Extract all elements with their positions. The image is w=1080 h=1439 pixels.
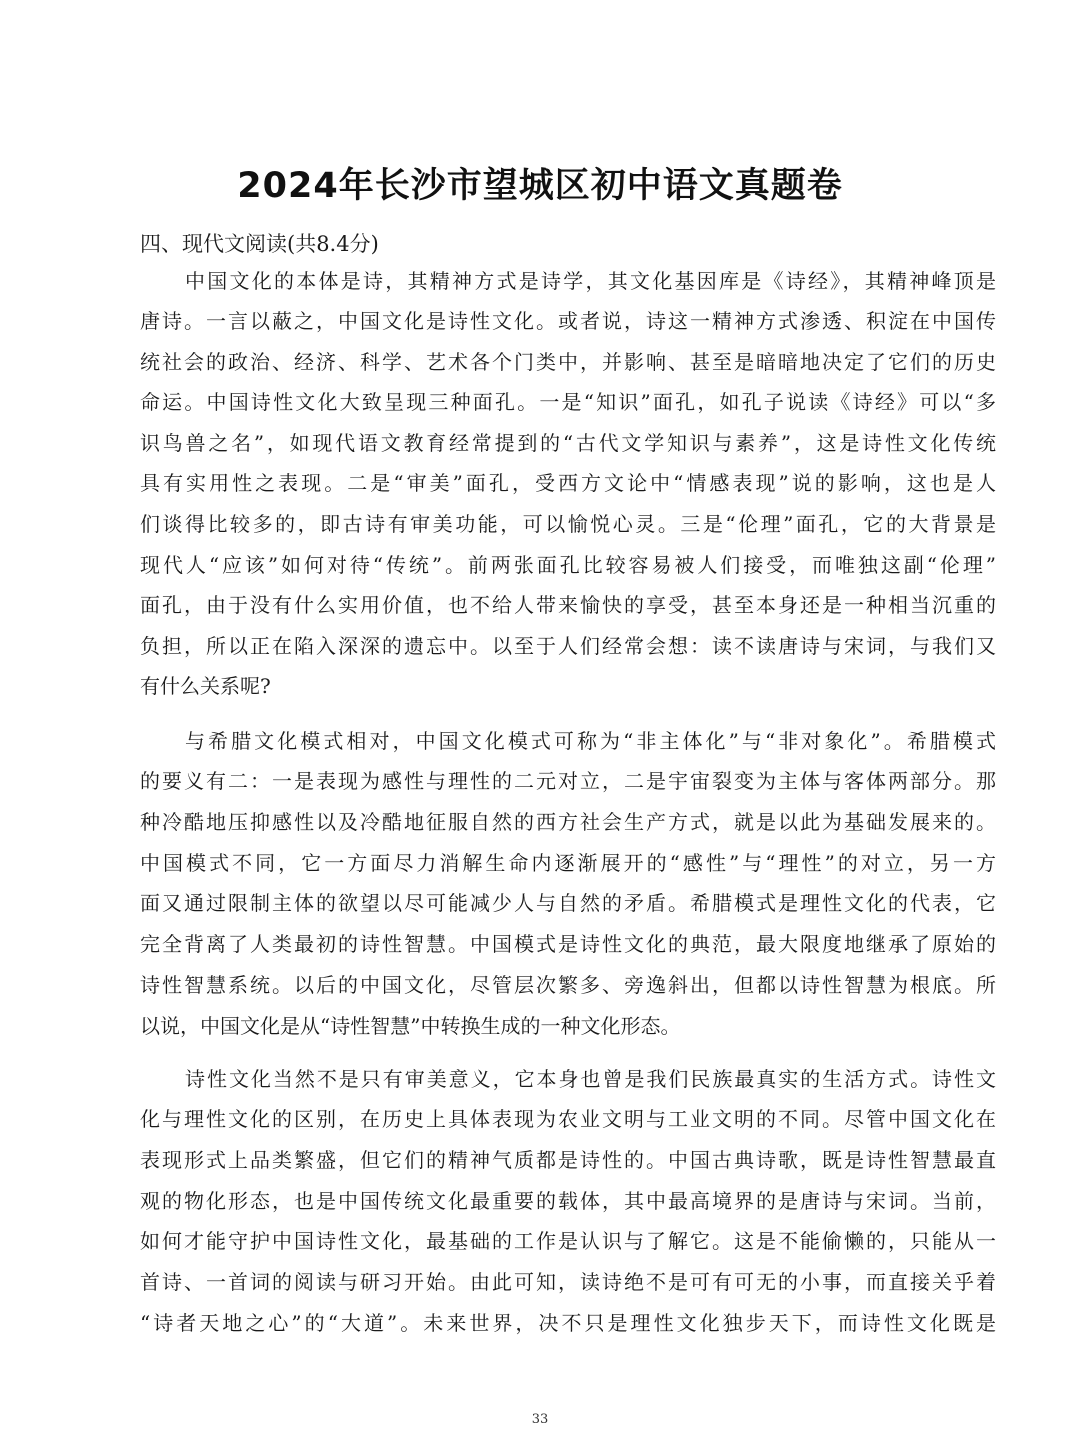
paragraph-2-line: 面又通过限制主体的欲望以尽可能减少人与自然的矛盾。希腊模式是理性文化的代表，它 [140,891,996,915]
paragraph-1-line: 中国文化的本体是诗，其精神方式是诗学，其文化基因库是《诗经》，其精神峰顶是 [185,269,996,293]
paragraph-2-line: 种冷酷地压抑感性以及冷酷地征服自然的西方社会生产方式，就是以此为基础发展来的。 [140,810,996,834]
paragraph-1-line: 唐诗。一言以蔽之，中国文化是诗性文化。或者说，诗这一精神方式渗透、积淀在中国传 [140,309,996,333]
page-number: 33 [531,1412,549,1427]
paragraph-3-line: 化与理性文化的区别，在历史上具体表现为农业文明与工业文明的不同。尽管中国文化在 [140,1107,996,1131]
paragraph-1-line: 们谈得比较多的，即古诗有审美功能，可以愉悦心灵。三是“伦理”面孔，它的大背景是 [140,512,996,536]
paragraph-3-line: 如何才能守护中国诗性文化，最基础的工作是认识与了解它。这是不能偷懒的，只能从一 [140,1229,996,1253]
paragraph-1-line: 现代人“应该”如何对待“传统”。前两张面孔比较容易被人们接受，而唯独这副“伦理” [140,553,996,577]
section-heading: 四、现代文阅读(共8.4分) [140,232,379,256]
paragraph-1-line: 识鸟兽之名”，如现代语文教育经常提到的“古代文学知识与素养”，这是诗性文化传统 [140,431,996,455]
paragraph-2-line: 以说，中国文化是从“诗性智慧”中转换生成的一种文化形态。 [140,1014,681,1038]
paragraph-2-line: 中国模式不同，它一方面尽力消解生命内逐渐展开的“感性”与“理性”的对立，另一方 [140,851,996,875]
paragraph-3-line: 诗性文化当然不是只有审美意义，它本身也曾是我们民族最真实的生活方式。诗性文 [185,1067,996,1091]
paragraph-2-line: 完全背离了人类最初的诗性智慧。中国模式是诗性文化的典范，最大限度地继承了原始的 [140,932,996,956]
paragraph-1-line: 面孔，由于没有什么实用价值，也不给人带来愉快的享受，甚至本身还是一种相当沉重的 [140,593,996,617]
paragraph-1-line: 有什么关系呢? [140,674,271,698]
paragraph-2-line: 与希腊文化模式相对，中国文化模式可称为“非主体化”与“非对象化”。希腊模式 [185,729,996,753]
paragraph-2-line: 诗性智慧系统。以后的中国文化，尽管层次繁多、旁逸斜出，但都以诗性智慧为根底。所 [140,973,996,997]
paragraph-3-line: 观的物化形态，也是中国传统文化最重要的载体，其中最高境界的是唐诗与宋词。当前， [140,1189,996,1213]
paragraph-1-line: 具有实用性之表现。二是“审美”面孔，受西方文论中“情感表现”说的影响，这也是人 [140,471,996,495]
paragraph-1-line: 命运。中国诗性文化大致呈现三种面孔。一是“知识”面孔，如孔子说读《诗经》可以“多 [140,390,996,414]
paragraph-3-line: 表现形式上品类繁盛，但它们的精神气质都是诗性的。中国古典诗歌，既是诗性智慧最直 [140,1148,996,1172]
paragraph-1-line: 负担，所以正在陷入深深的遗忘中。以至于人们经常会想：读不读唐诗与宋词，与我们又 [140,634,996,658]
paragraph-2-line: 的要义有二：一是表现为感性与理性的二元对立，二是宇宙裂变为主体与客体两部分。那 [140,769,996,793]
document-title: 2024年长沙市望城区初中语文真题卷 [237,166,843,206]
paragraph-3-line: 首诗、一首词的阅读与研习开始。由此可知，读诗绝不是可有可无的小事，而直接关乎着 [140,1270,996,1294]
paragraph-1-line: 统社会的政治、经济、科学、艺术各个门类中，并影响、甚至是暗暗地决定了它们的历史 [140,350,996,374]
paragraph-3-line: “诗者天地之心”的“大道”。未来世界，决不只是理性文化独步天下，而诗性文化既是 [140,1311,996,1335]
